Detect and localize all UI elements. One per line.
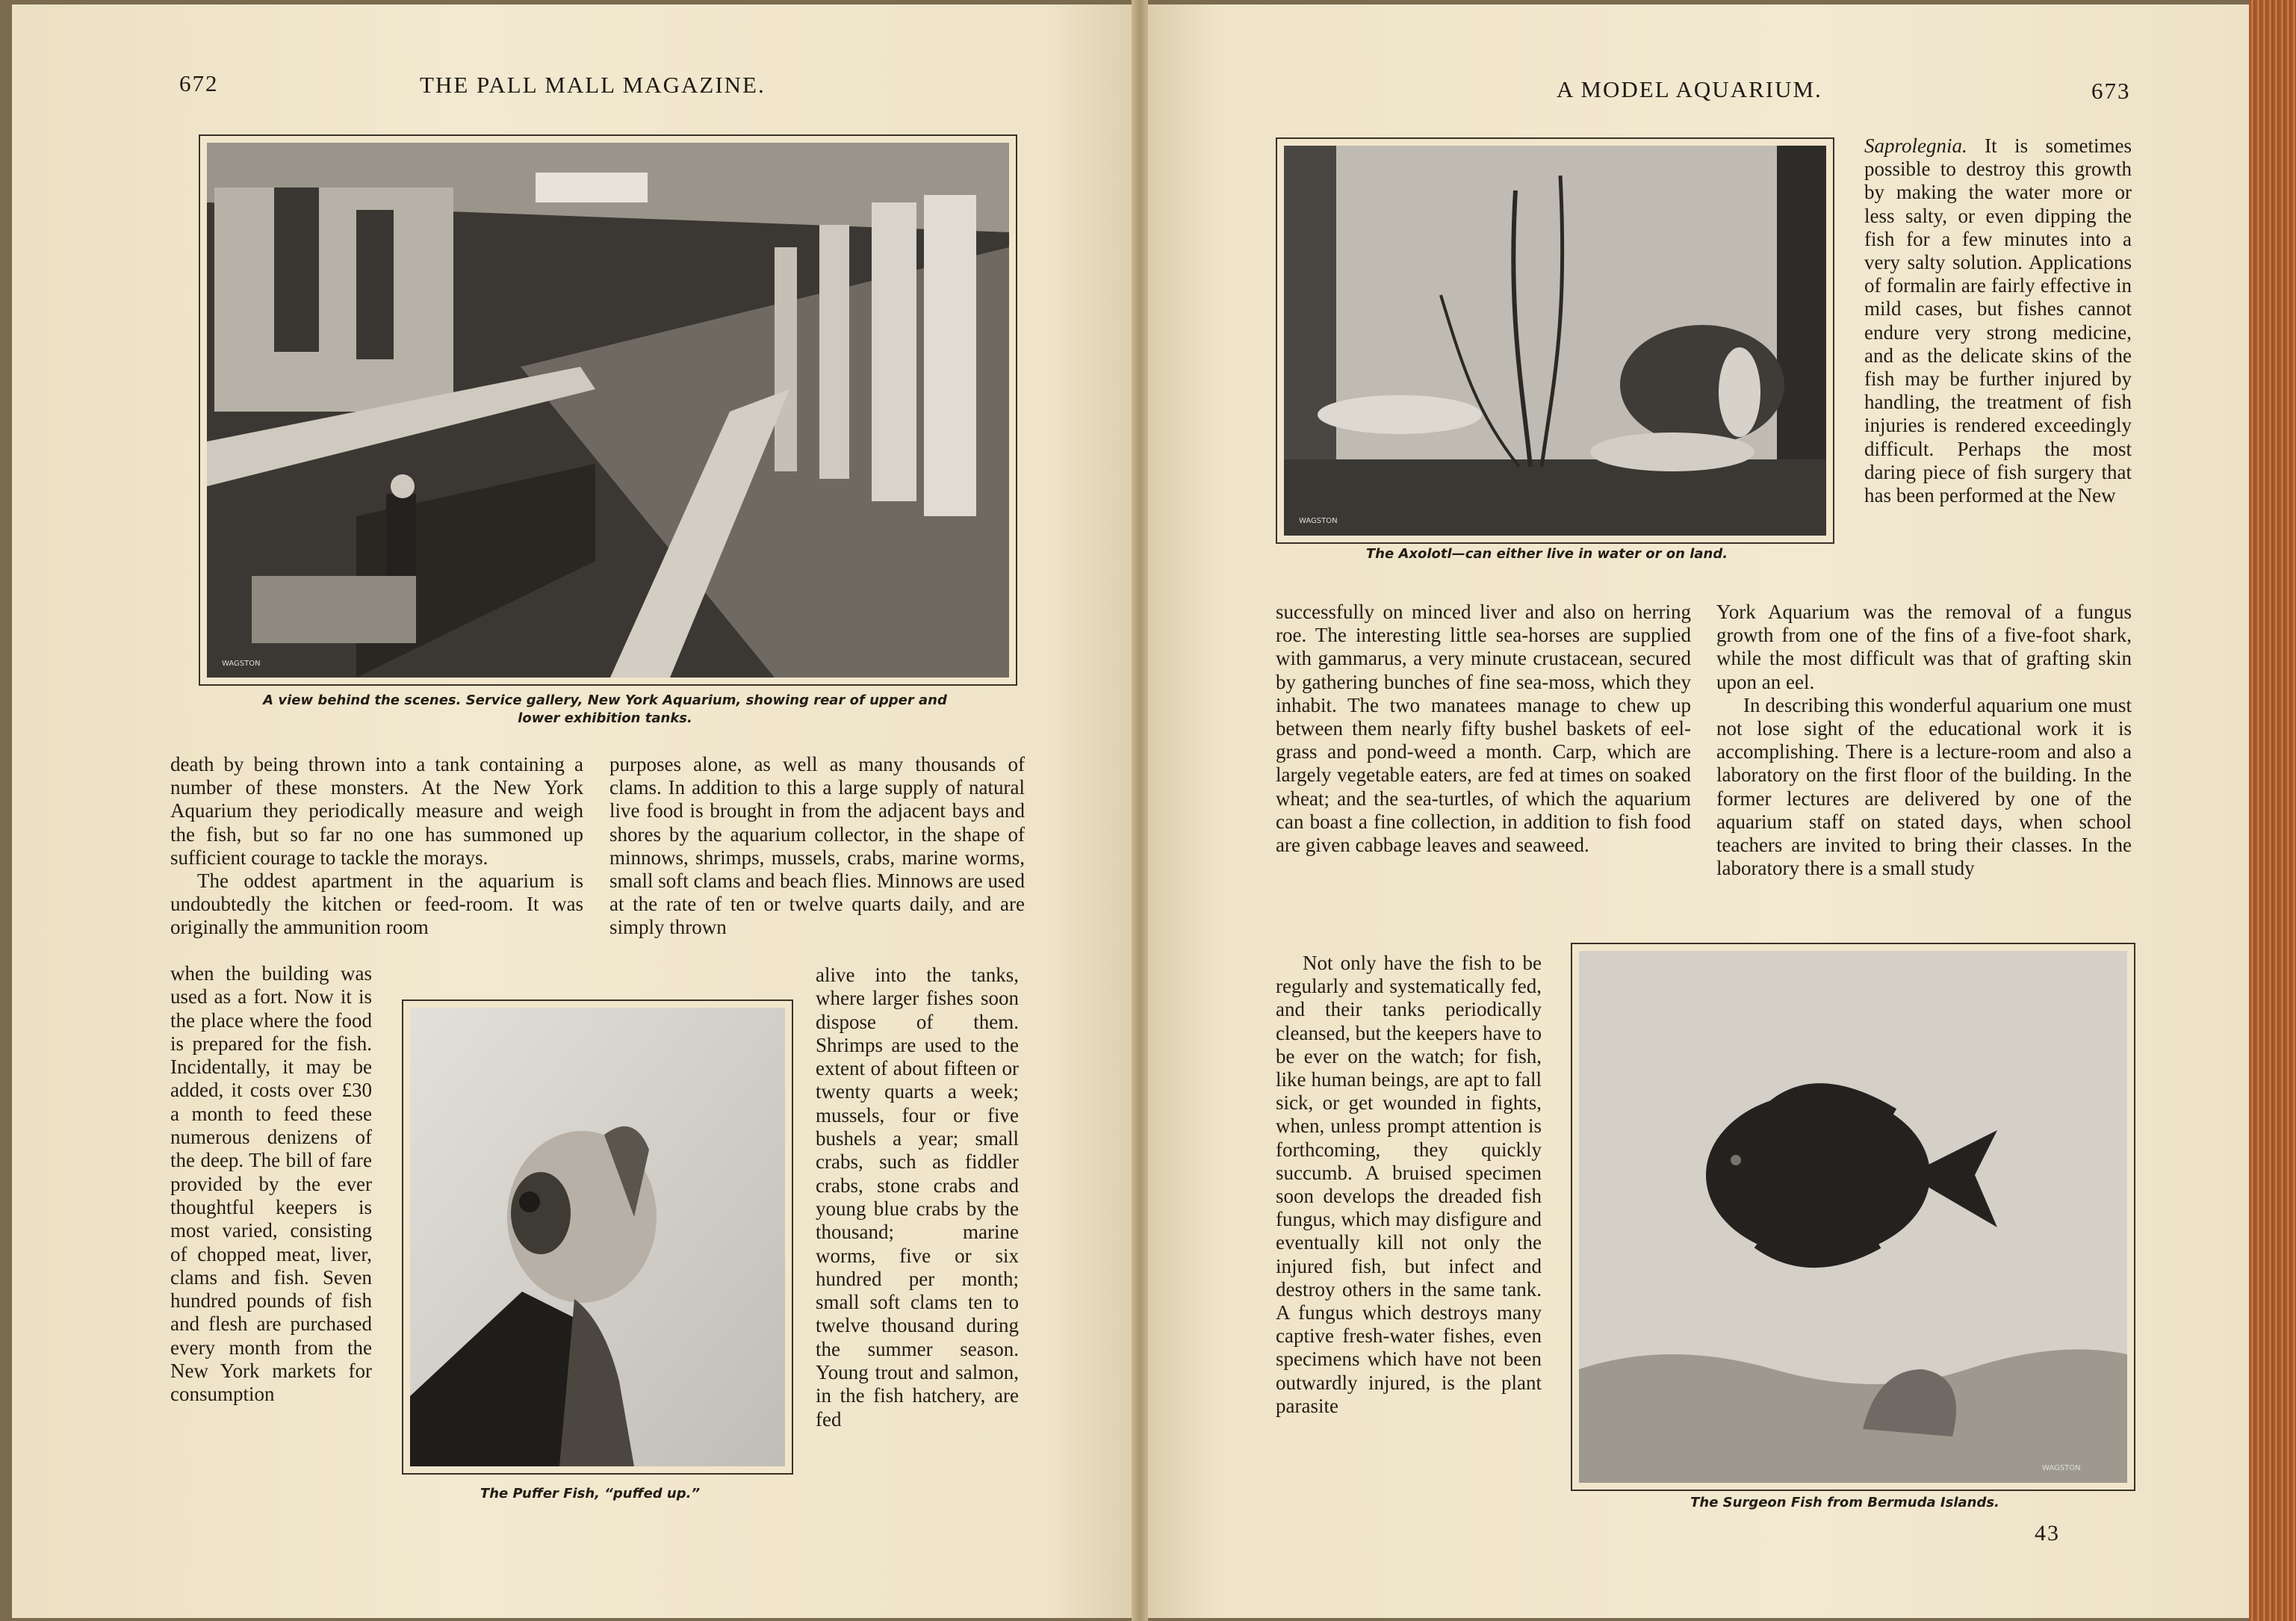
surgeon-fish-image (1579, 951, 2127, 1483)
photo-credit-surgeon: WAGSTON (2042, 1464, 2081, 1472)
photo-service-gallery (199, 134, 1017, 686)
caption-axolotl: The Axolotl—can either live in water or on land. (1365, 546, 1728, 562)
service-gallery-image (207, 143, 1009, 678)
right-col2-wide-text: York Aquarium was the removal of a fungus growth from one of the fins of a five-foot shark, while the most difficult was that of grafting skin upon an eel. In describing this wonderful aquarium one must not lose sight of the educational work it is accomplishing. There is a lecture-room and also a laboratory on the first floor of the building. In the former lectures are delivered by one of the aquarium staff on stated days, when school teachers are invited to bring their classes. In the laboratory there is a small study (1716, 601, 2132, 880)
caption-puffer-fish: The Puffer Fish, “puffed up.” (480, 1486, 701, 1501)
left-col1-narrow-text: when the building was used as a fort. Now it is the place where the food is prepared for the fish. Incidentally, it may be added, it costs over £30 a month to feed these numerous denizens of the deep. The bill of fare provided by the ever thoughtful keepers is most varied, consisting of chopped meat, liver, clams and fish. Seven hundred pounds of fish and flesh are purchased every month from the New York markets for consumption (170, 962, 372, 1406)
right-col2-narrow-text: Saprolegnia. It is sometimes possible to destroy this growth by making the water more or less salty, or even dipping the fish for a few minutes into a very salty solution. Applications of formalin are fairly effective in mild cases, but fishes cannot endure very strong medicine, and as the delicate skins of the fish may be further injured by handling, the treatment of fish injuries is rendered exceedingly difficult. Perhaps the most daring piece of fish surgery that has been performed at the New (1864, 134, 2132, 507)
book-gutter (1132, 0, 1148, 1621)
running-head-right: A MODEL AQUARIUM. (1557, 76, 1822, 102)
left-col2-top-text: purposes alone, as well as many thousands of clams. In addition to this a large supply of natural live food is brought in from the adjacent bays and shores by the aquarium collector, in the shape of minnows, shrimps, mussels, crabs, marine worms, small soft clams and beach flies. Minnows are used at the rate of ten or twelve quarts daily, and are simply thrown (609, 753, 1025, 939)
photo-puffer-fish (402, 999, 793, 1475)
axolotl-image (1284, 146, 1826, 536)
caption-service-gallery: A view behind the scenes. Service gallery, New York Aquarium, showing rear of upper and lower exhibition tanks. (263, 692, 947, 726)
left-col2-narrow-text: alive into the tanks, where larger fishes soon dispose of them. Shrimps are used to the extent of about fifteen or twenty quarts a week; mussels, four or five bushels a year; small crabs, such as fiddler crabs, stone crabs and young blue crabs by the thousand; marine worms, five or six hundred per month; small soft clams ten to twelve thousand during the summer season. Young trout and salmon, in the fish hatchery, are fed (816, 964, 1019, 1431)
photo-credit-gallery: WAGSTON (222, 660, 261, 668)
page-number-left: 672 (179, 70, 219, 96)
right-col1-top-text: successfully on minced liver and also on herring roe. The interesting little sea-horses are supplied with gammarus, a very minute crustacean, secured by gathering bunches of fine sea-moss, which they inhabit. The two manatees manage to chew up between them nearly fifty bushel baskets of eel-grass and pond-weed a month. Carp, which are largely vegetable eaters, are fed at times on soaked wheat; and the sea-turtles, of which the aquarium can boast a fine collection, in addition to fish food are given cabbage leaves and seaweed. (1276, 601, 1691, 857)
puffer-fish-image (410, 1008, 785, 1466)
right-col1-narrow-text: Not only have the fish to be regularly and systematically fed, and their tanks periodically cleansed, but the keepers have to be ever on the watch; for fish, like human beings, are apt to fall sick, or get wounded in fights, when, unless prompt attention is forthcoming, they quickly succumb. A bruised specimen soon develops the dreaded fish fungus, which may disfigure and eventually kill not only the injured fish, but infect and destroy others in the same tank. A fungus which destroys many captive fresh-water fishes, even specimens which have not been outwardly injured, is the plant parasite (1276, 952, 1542, 1417)
page-number-right: 673 (2091, 78, 2131, 104)
running-head-left: THE PALL MALL MAGAZINE. (420, 72, 766, 98)
page-edges (2249, 0, 2296, 1621)
left-col1-top-text: death by being thrown into a tank containing a number of these monsters. At the New York Aquarium they periodically measure and weigh the fish, but so far no one has summoned up sufficient courage to tackle the morays. The oddest apartment in the aquarium is undoubtedly the kitchen or feed-room. It was originally the ammunition room (170, 753, 583, 939)
footer-number: 43 (2035, 1521, 2060, 1546)
photo-credit-axolotl: WAGSTON (1299, 517, 1338, 525)
caption-surgeon-fish: The Surgeon Fish from Bermuda Islands. (1690, 1495, 1999, 1510)
photo-axolotl (1276, 137, 1834, 544)
photo-surgeon-fish (1571, 943, 2135, 1491)
saprolegnia-italic: Saprolegnia. (1864, 134, 1967, 157)
